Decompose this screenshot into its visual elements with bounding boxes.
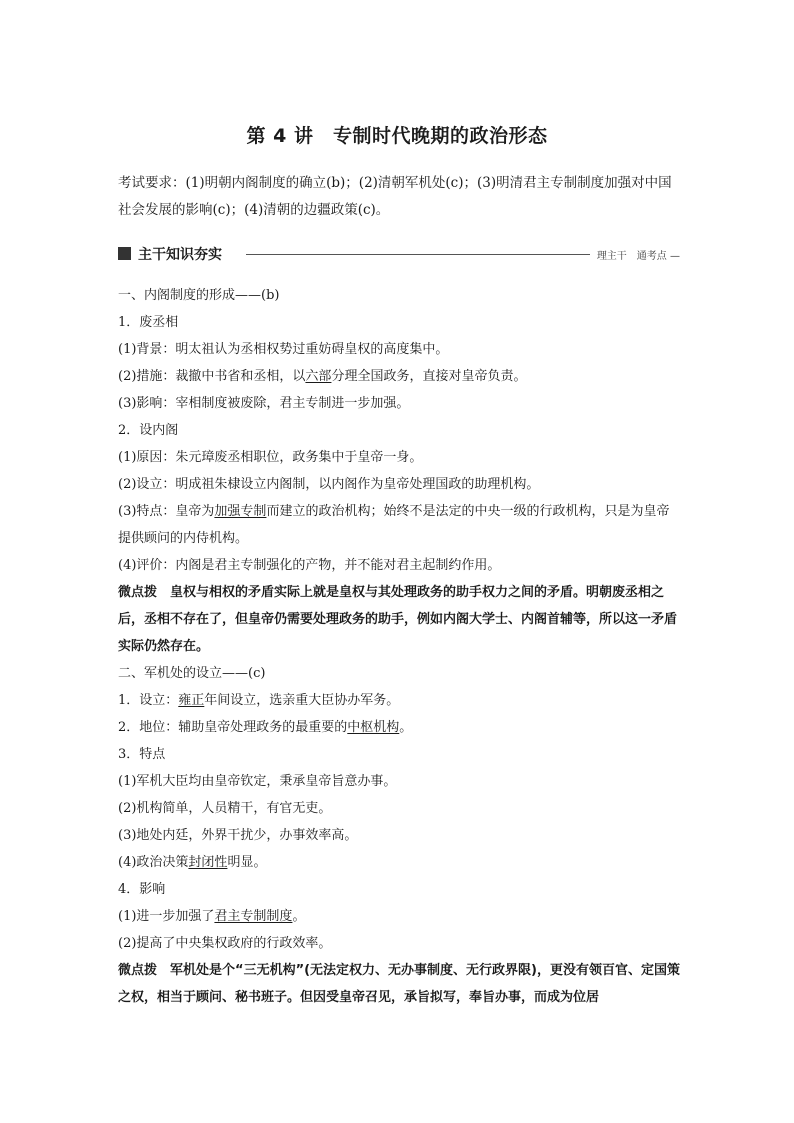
part2-feature-2: (2)机构简单，人员精干，有官无吏。 [118,801,332,816]
underlined-term: 封闭性 [188,855,228,870]
section-divider [246,254,590,255]
exam-requirements: 考试要求：(1)明朝内阁制度的确立(b)；(2)清朝军机处(c)；(3)明清君主专制制度加强对中国社会发展的影响(c)；(4)清朝的边疆政策(c)。 [118,175,672,218]
part2-feature-1: (1)军机大臣均由皇帝钦定，秉承皇帝旨意办事。 [118,774,397,789]
sub1-measure: (2)措施：裁撤中书省和丞相，以六部分理全国政务，直接对皇帝负责。 [118,369,527,384]
sub2-evaluation: (4)评价：内阁是君主专制强化的产物，并不能对君主起制约作用。 [118,558,501,573]
sub2-heading: 2．设内阁 [118,423,179,438]
tip-note: 微点拨 皇权与相权的矛盾实际上就是皇权与其处理政务的助手权力之间的矛盾。明朝废丞相之后，丞相不存在了，但皇帝仍需要处理政务的助手，例如内阁大学士、内阁首辅等，所以这一矛盾实际仍然存在。 [118,585,678,654]
underlined-term: 加强专制 [214,504,267,519]
part2-impact-2: (2)提高了中央集权政府的行政效率。 [118,936,332,951]
sub2-reason: (1)原因：朱元璋废丞相职位，政务集中于皇帝一身。 [118,450,423,465]
section-header [118,244,680,264]
section-tag: 理主干 通考点 — [596,251,680,262]
sub2-feature: (3)特点：皇帝为加强专制而建立的政治机构；始终不是法定的中央一级的行政机构，只是为皇帝提供顾问的内侍机构。 [118,504,670,546]
main-content [118,282,680,1011]
part2-feature-4: (4)政治决策封闭性明显。 [118,855,267,870]
page-title: 第 4 讲 专制时代晚期的政治形态 [246,125,548,147]
section-square-icon [118,247,131,260]
part2-impact-heading: 4．影响 [118,882,166,897]
part1-heading: 一、内阁制度的形成——(b) [118,288,280,303]
part2-heading: 二、军机处的设立——(c) [118,666,266,681]
underlined-term: 六部 [305,369,332,384]
part2-features-heading: 3．特点 [118,747,166,762]
sub1-impact: (3)影响：宰相制度被废除，君主专制进一步加强。 [118,396,410,411]
underlined-term: 君主专制制度 [214,909,293,924]
sub1-background: (1)背景：明太祖认为丞相权势过重妨碍皇权的高度集中。 [118,342,449,357]
part2-impact-1: (1)进一步加强了君主专制制度。 [118,909,306,924]
part2-setup: 1．设立：雍正年间设立，选亲重大臣协办军务。 [118,693,400,708]
sub1-heading: 1．废丞相 [118,315,179,330]
tip-label: 微点拨 [118,585,158,600]
underlined-term: 中枢机构 [347,720,400,735]
sub2-setup: (2)设立：明成祖朱棣设立内阁制，以内阁作为皇帝处理国政的助理机构。 [118,477,540,492]
section-title: 主干知识夯实 [138,247,222,263]
tip-label: 微点拨 [118,963,158,978]
part2-status: 2．地位：辅助皇帝处理政务的最重要的中枢机构。 [118,720,413,735]
underlined-term: 雍正 [178,693,205,708]
part2-feature-3: (3)地处内廷，外界干扰少，办事效率高。 [118,828,358,843]
tip-note: 微点拨 军机处是个“三无机构”(无法定权力、无办事制度、无行政界限)，更没有领百官、定国策之权，相当于顾问、秘书班子。但因受皇帝召见，承旨拟写，奉旨办事，而成为位居 [118,963,681,1005]
